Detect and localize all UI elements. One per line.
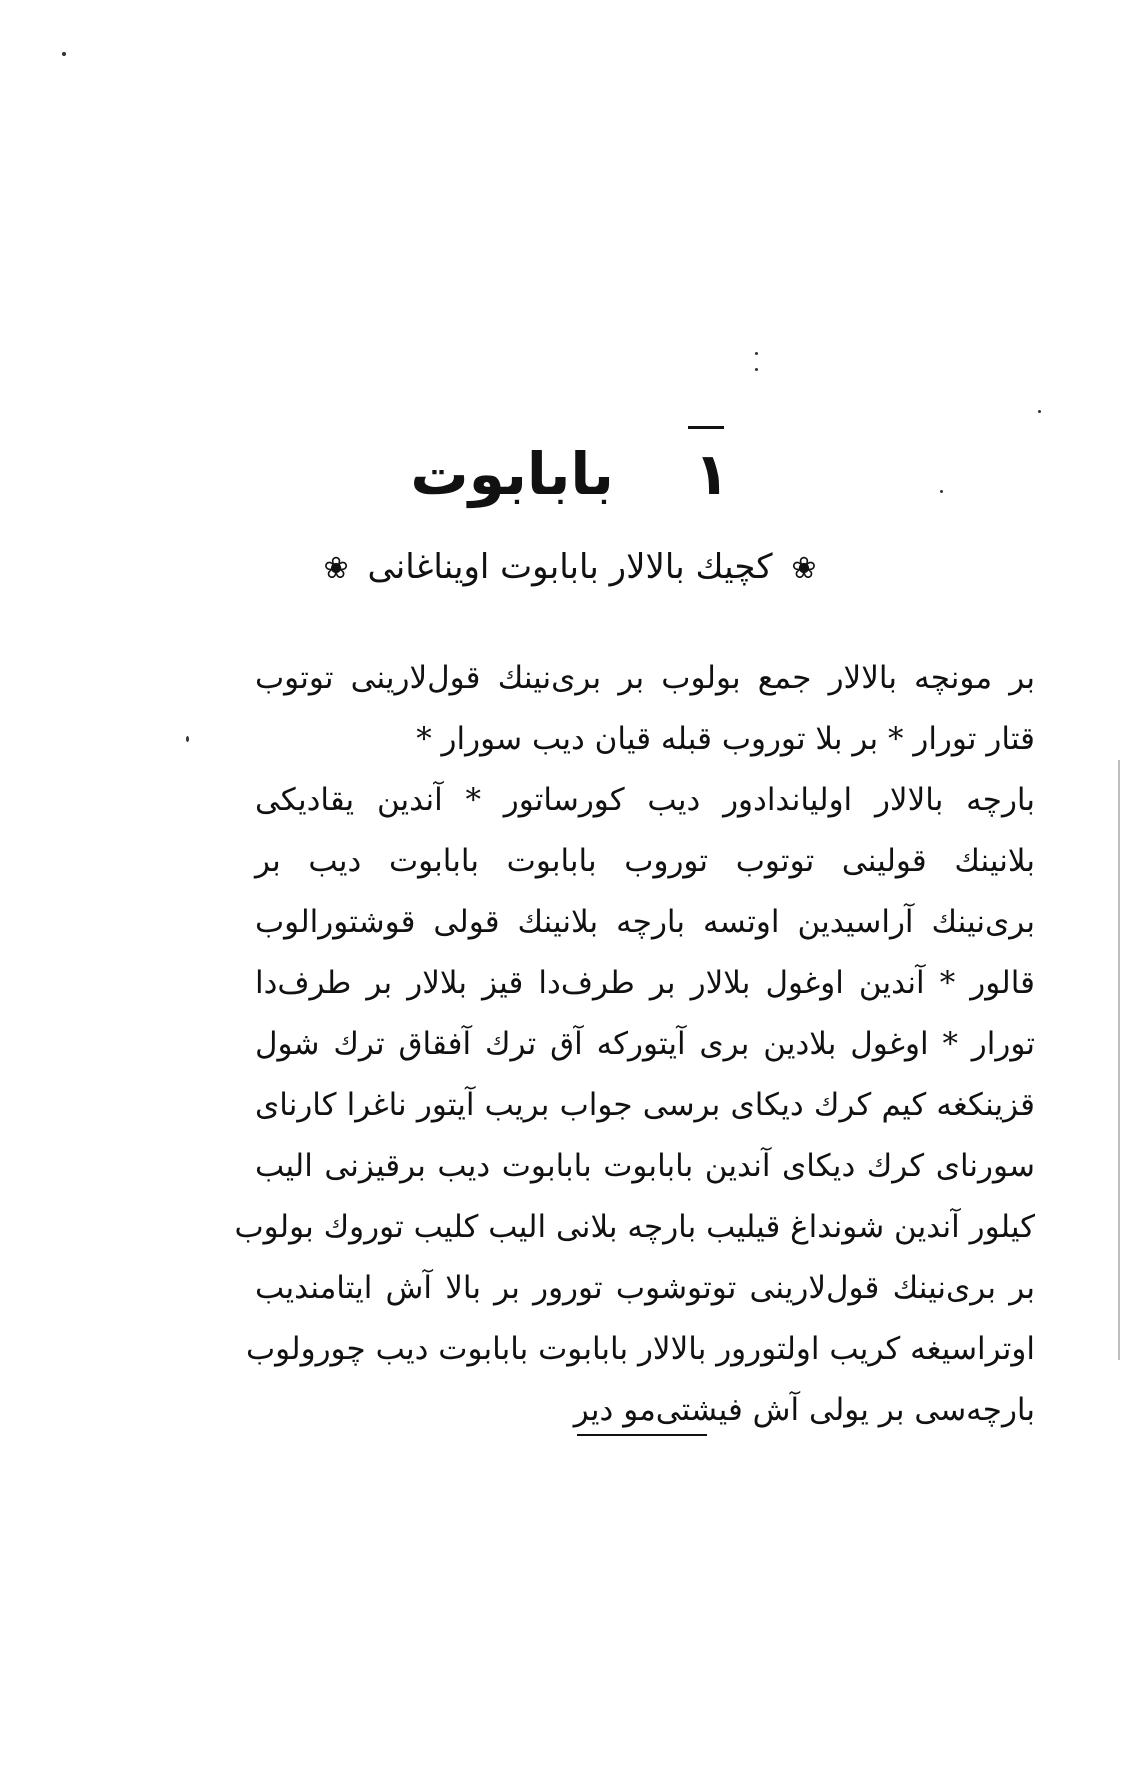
text-line: كیلور آندین شونداغ قیلیب بارچه بلانی الیب كلیب توروك بولوب	[234, 1209, 1035, 1245]
text-line: بارچه بالالار اولیاندادور دیب کورساتور * آندین یقادیکی	[255, 782, 1035, 818]
text-line: بر بری‌نینك قول‌لارینی توتوشوب تورور بر بالا آش ایتامندیب	[255, 1270, 1035, 1306]
flower-ornament-icon: ❀	[791, 551, 817, 586]
subtitle-text: كچيك بالالار بابابوت اويناغانی	[367, 547, 773, 587]
speck-mark	[62, 52, 66, 56]
text-line: بارچه‌سی بر یولی آش فیشتی‌مو دیر	[573, 1392, 1035, 1428]
text-line: قزینكغه كیم کرك دیکای برسی جواب بریب آیتور ناغرا كارنای	[255, 1087, 1035, 1123]
section-divider	[577, 1434, 707, 1436]
chapter-number: ١	[694, 440, 730, 508]
text-line: اوترا‌سیغه كریب اولتورور بالالار بابابوت بابابوت دیب چورولوب	[245, 1331, 1035, 1367]
body-paragraph	[234, 648, 1035, 1441]
text-line: بر مونچه بالالار جمع بولوب بر بری‌نینك قول‌لارینی توتوب	[255, 660, 1035, 696]
text-line: قالور * آندین اوغول بلالار بر طرف‌دا قیز بلالار بر طرف‌دا	[255, 965, 1035, 1001]
chapter-subtitle	[0, 545, 1140, 589]
text-line: تورار * اوغول بلادین بری آیتورکه آق ترك آفقاق ترك شول	[255, 1026, 1035, 1062]
text-line: بری‌نینك آراسیدین اوتسه بارچه بلانینك قولی قوشتورالوب	[255, 904, 1035, 940]
chapter-heading	[0, 440, 1140, 510]
speck-mark	[755, 352, 758, 355]
speck-mark	[1038, 410, 1041, 413]
text-line: قتار تورار * بر بلا توروب قبله قیان دیب سورار *	[416, 721, 1035, 757]
scan-edge-rule	[1118, 760, 1120, 1360]
speck-mark	[755, 368, 758, 371]
text-line: بلانینك قولینی توتوب توروب بابابوت بابابوت دیب بر	[255, 843, 1035, 879]
text-line: سورنای كرك دیکای آندین بابابوت بابابوت دیب برقیزنی الیب	[255, 1148, 1035, 1184]
chapter-title: بابابوت	[410, 440, 614, 508]
speck-mark	[186, 736, 189, 742]
flower-ornament-icon: ❀	[323, 551, 349, 586]
